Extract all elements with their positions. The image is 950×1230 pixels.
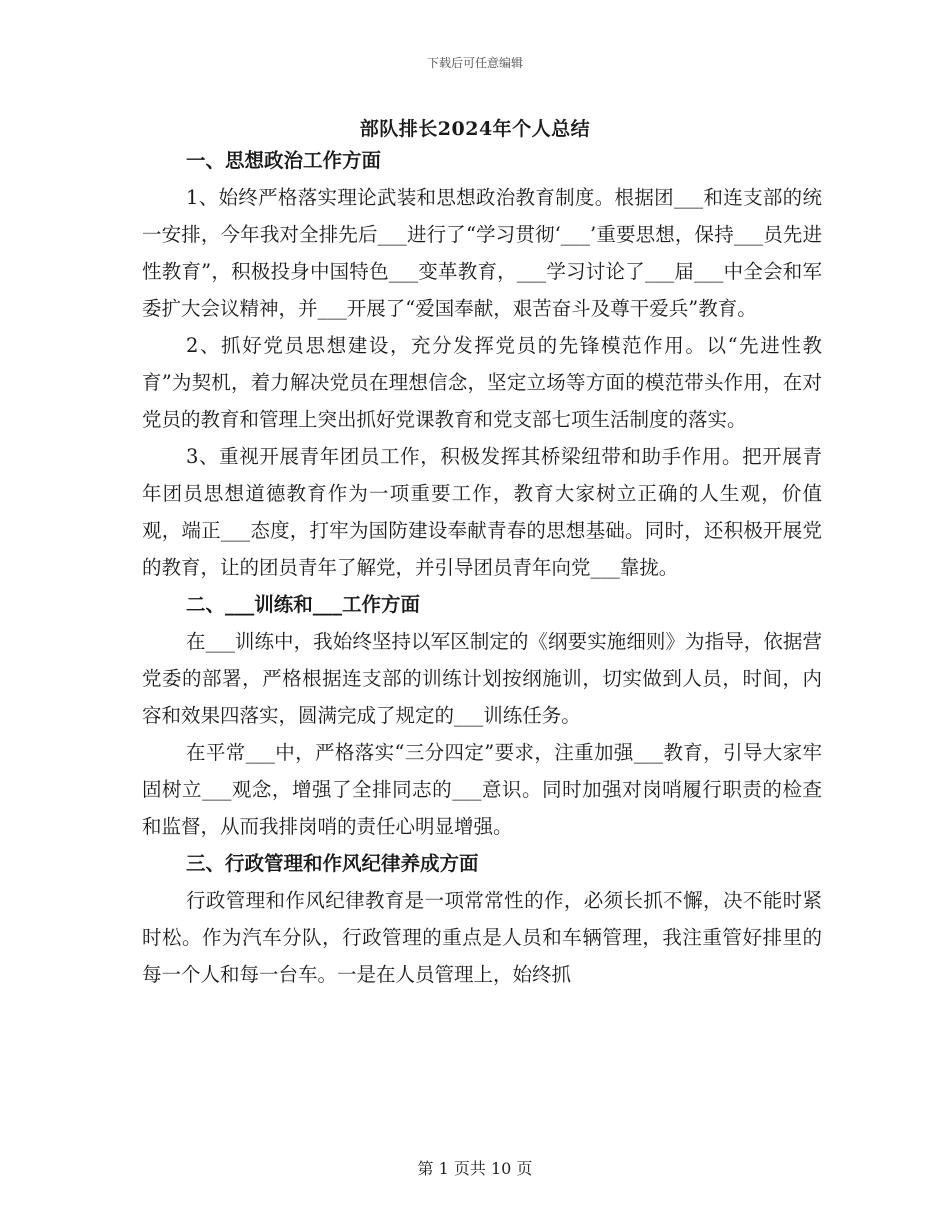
document-title: 部队排长2024年个人总结 bbox=[359, 118, 591, 140]
header-note: 下载后可任意编辑 bbox=[426, 56, 523, 70]
paragraph: 在平常___中，严格落实“三分四定”要求，注重加强___教育，引导大家牢固树立___观念，增强了全排同志的___意识。同时加强对岗哨履行职责的检查和监督，从而我排岗哨的责任心明显增强。 bbox=[142, 741, 822, 838]
section-heading: 一、思想政治工作方面 bbox=[186, 149, 382, 172]
page-footer: 第 1 页共 10 页 bbox=[417, 1159, 533, 1178]
paragraph: 1、始终严格落实理论武装和思想政治教育制度。根据团___和连支部的统一安排，今年我对全排先后___进行了“学习贯彻‘___’重要思想，保持___员先进性教育”，积极投身中国特色___变革教育，___学习讨论了___届___中全会和军委扩大会议精神，并___开展了“爱国奉献，艰苦奋斗及尊干爱兵”教育。 bbox=[142, 186, 822, 320]
section-heading: 二、___训练和___工作方面 bbox=[186, 593, 421, 616]
paragraph: 在___训练中，我始终坚持以军区制定的《纲要实施细则》为指导，依据营党委的部署，严格根据连支部的训练计划按纲施训，切实做到人员，时间，内容和效果四落实，圆满完成了规定的___训练任务。 bbox=[142, 630, 822, 727]
paragraph: 行政管理和作风纪律教育是一项常常性的作，必须长抓不懈，决不能时紧时松。作为汽车分队，行政管理的重点是人员和车辆管理，我注重管好排里的每一个人和每一台车。一是在人员管理上，始终抓 bbox=[142, 889, 822, 986]
paragraph: 2、抓好党员思想建设，充分发挥党员的先锋模范作用。以“先进性教育”为契机，着力解决党员在理想信念，坚定立场等方面的模范带头作用，在对党员的教育和管理上突出抓好党课教育和党支部七项生活制度的落实。 bbox=[142, 334, 822, 431]
document-body bbox=[142, 142, 822, 993]
paragraph: 3、重视开展青年团员工作，积极发挥其桥梁纽带和助手作用。把开展青年团员思想道德教育作为一项重要工作，教育大家树立正确的人生观，价值观，端正___态度，打牢为国防建设奉献青春的思想基础。同时，还积极开展党的教育，让的团员青年了解党，并引导团员青年向党___靠拢。 bbox=[142, 445, 822, 579]
section-heading: 三、行政管理和作风纪律养成方面 bbox=[186, 852, 479, 875]
